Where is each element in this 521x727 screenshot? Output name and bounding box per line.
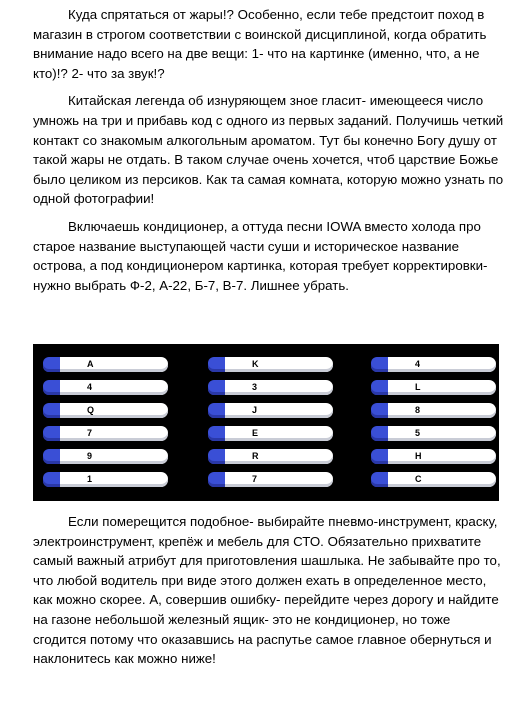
chip-body	[388, 403, 496, 418]
chip-label: A	[87, 359, 94, 369]
puzzle-chip	[43, 449, 168, 464]
puzzle-chip	[208, 472, 333, 487]
chip-body	[388, 357, 496, 372]
puzzle-chip	[208, 357, 333, 372]
puzzle-chip	[208, 426, 333, 441]
document-body	[33, 5, 505, 667]
chip-label: R	[252, 451, 259, 461]
chip-body	[60, 472, 168, 487]
puzzle-chip	[208, 449, 333, 464]
puzzle-column-2	[208, 357, 333, 495]
chip-label: L	[415, 382, 421, 392]
chip-label: C	[415, 474, 422, 484]
puzzle-chip	[208, 403, 333, 418]
puzzle-chip	[371, 403, 496, 418]
paragraph-3: Включаешь кондиционер, а оттуда песни IOWA вместо холода про старое название выступающей части суши и историческое название острова, а под кондиционером картинка, которая требует корректировки- нужно выбрать Ф-2, А-22, Б-7, В-7. Лишнее убрать.	[33, 218, 488, 293]
chip-label: H	[415, 451, 422, 461]
puzzle-chip	[371, 357, 496, 372]
puzzle-column-1	[43, 357, 168, 495]
chip-body	[225, 426, 333, 441]
chip-label: 8	[415, 405, 421, 415]
puzzle-chip	[43, 357, 168, 372]
puzzle-chip	[43, 472, 168, 487]
chip-label: 9	[87, 451, 93, 461]
chip-label: 4	[415, 359, 421, 369]
chip-body	[60, 380, 168, 395]
puzzle-chip	[371, 380, 496, 395]
chip-body	[225, 380, 333, 395]
chip-body	[225, 357, 333, 372]
chip-body	[60, 403, 168, 418]
chip-body	[225, 403, 333, 418]
chip-body	[388, 472, 496, 487]
puzzle-chip	[371, 472, 496, 487]
chip-label: 1	[87, 474, 93, 484]
chip-body	[388, 426, 496, 441]
chip-label: 5	[415, 428, 421, 438]
chip-label: 7	[252, 474, 258, 484]
chip-body	[388, 449, 496, 464]
puzzle-chip	[208, 380, 333, 395]
puzzle-image	[33, 344, 499, 501]
chip-label: 4	[87, 382, 93, 392]
chip-body	[60, 357, 168, 372]
chip-body	[225, 472, 333, 487]
chip-label: 7	[87, 428, 93, 438]
paragraph-1: Куда спрятаться от жары!? Особенно, если тебе предстоит поход в магазин в строгом соответствии с воинской дисциплиной, когда обратить внимание надо всего на две вещи: 1- что на картинке (именно, что, а не кто)!? 2- что за звук!?	[33, 7, 487, 81]
puzzle-column-3	[371, 357, 496, 495]
puzzle-chip	[371, 426, 496, 441]
chip-body	[388, 380, 496, 395]
chip-label: E	[252, 428, 259, 438]
paragraph-4: Если померещится подобное- выбирайте пневмо-инструмент, краску, электроинструмент, крепёж и мебель для СТО. Обязательно прихватите самый важный атрибут для приготовления шашлыка. Не забывайте про то, что любой водитель при виде этого должен ехать в определенное место, как можно скорее. А, совершив ошибку- перейдите через дорогу и найдите на газоне небольшой железный ящик- это не кондиционер, но тоже сгодится потому что оказавшись на распутье самое главное обернуться и наклонитесь как можно ниже!	[33, 514, 501, 667]
puzzle-chip	[43, 380, 168, 395]
puzzle-chip	[43, 426, 168, 441]
puzzle-chip	[371, 449, 496, 464]
chip-label: Q	[87, 405, 95, 415]
puzzle-chip	[43, 403, 168, 418]
chip-label: K	[252, 359, 259, 369]
chip-label: 3	[252, 382, 258, 392]
chip-body	[60, 449, 168, 464]
chip-body	[225, 449, 333, 464]
paragraph-2: Китайская легенда об изнуряющем зное гласит- имеющееся число умножь на три и прибавь код с одного из первых заданий. Получишь четкий контакт со знакомым алкогольным ароматом. Тут бы конечно Богу душу от такой жары не отдать. В таком случае очень хочется, чтоб царствие Божье было целиком из персиков. Как та самая комната, которую можно узнать по одной фотографии!	[33, 93, 504, 207]
chip-body	[60, 426, 168, 441]
chip-label: J	[252, 405, 258, 415]
